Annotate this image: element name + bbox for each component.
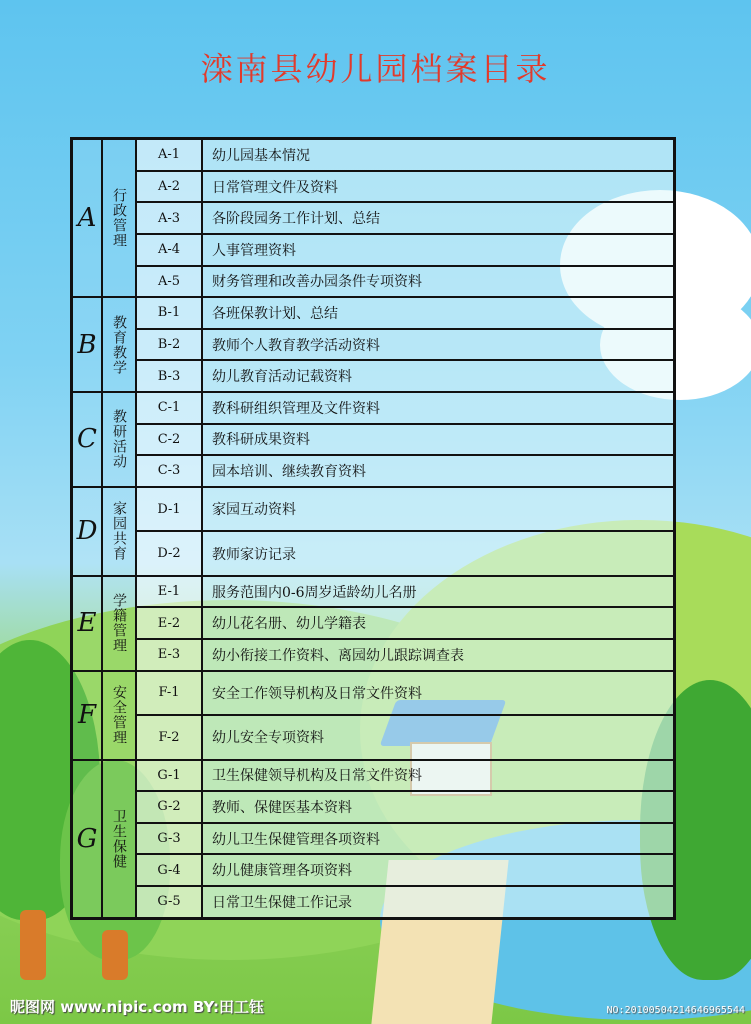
- item-code: G-1: [136, 760, 202, 792]
- item-code: E-1: [136, 576, 202, 608]
- item-title: 幼儿教育活动记载资料: [202, 360, 675, 392]
- category-letter: B: [72, 297, 103, 392]
- item-title: 幼儿园基本情况: [202, 139, 675, 171]
- item-code: A-5: [136, 266, 202, 298]
- category-name: 教研活动: [102, 392, 136, 487]
- item-title: 卫生保健领导机构及日常文件资料: [202, 760, 675, 792]
- item-title: 教科研成果资料: [202, 424, 675, 456]
- image-number: NO:20100504214646965544: [606, 1005, 745, 1016]
- catalog-row: [72, 424, 675, 456]
- item-code: C-1: [136, 392, 202, 424]
- catalog-row: [72, 360, 675, 392]
- item-code: C-3: [136, 455, 202, 487]
- item-title: 家园互动资料: [202, 487, 675, 532]
- catalog-row: [72, 329, 675, 361]
- catalog-row: [72, 202, 675, 234]
- item-title: 教师个人教育教学活动资料: [202, 329, 675, 361]
- catalog-row: [72, 487, 675, 532]
- item-title: 各阶段园务工作计划、总结: [202, 202, 675, 234]
- tree-trunk-left: [20, 910, 46, 980]
- tree-trunk-left-2: [102, 930, 128, 980]
- archive-catalog-table: [70, 137, 676, 920]
- item-code: G-2: [136, 791, 202, 823]
- item-code: A-4: [136, 234, 202, 266]
- category-name: 学籍管理: [102, 576, 136, 671]
- item-code: A-2: [136, 171, 202, 203]
- item-title: 人事管理资料: [202, 234, 675, 266]
- catalog-row: [72, 639, 675, 671]
- catalog-row: [72, 234, 675, 266]
- category-letter: F: [72, 671, 103, 760]
- item-title: 日常管理文件及资料: [202, 171, 675, 203]
- item-title: 幼儿健康管理各项资料: [202, 854, 675, 886]
- category-letter: C: [72, 392, 103, 487]
- category-letter: D: [72, 487, 103, 576]
- category-letter: G: [72, 760, 103, 919]
- item-code: E-3: [136, 639, 202, 671]
- item-title: 幼儿花名册、幼儿学籍表: [202, 607, 675, 639]
- item-title: 教师家访记录: [202, 531, 675, 576]
- item-code: B-3: [136, 360, 202, 392]
- item-code: C-2: [136, 424, 202, 456]
- item-title: 园本培训、继续教育资料: [202, 455, 675, 487]
- watermark-logo: 昵图网 www.nipic.com BY:田工钰: [10, 998, 265, 1016]
- item-title: 幼小衔接工作资料、离园幼儿跟踪调查表: [202, 639, 675, 671]
- item-code: F-1: [136, 671, 202, 716]
- catalog-row: [72, 671, 675, 716]
- catalog-row: [72, 886, 675, 919]
- category-name: 家园共育: [102, 487, 136, 576]
- catalog-row: [72, 791, 675, 823]
- item-code: G-5: [136, 886, 202, 919]
- category-name: 行政管理: [102, 139, 136, 298]
- item-title: 教师、保健医基本资料: [202, 791, 675, 823]
- item-code: E-2: [136, 607, 202, 639]
- category-name: 教育教学: [102, 297, 136, 392]
- item-code: A-3: [136, 202, 202, 234]
- category-letter: E: [72, 576, 103, 671]
- catalog-row: [72, 139, 675, 171]
- catalog-row: [72, 760, 675, 792]
- catalog-row: [72, 715, 675, 760]
- catalog-row: [72, 854, 675, 886]
- item-code: A-1: [136, 139, 202, 171]
- item-code: G-4: [136, 854, 202, 886]
- item-code: B-2: [136, 329, 202, 361]
- catalog-row: [72, 455, 675, 487]
- item-title: 幼儿卫生保健管理各项资料: [202, 823, 675, 855]
- item-code: F-2: [136, 715, 202, 760]
- item-code: B-1: [136, 297, 202, 329]
- item-title: 教科研组织管理及文件资料: [202, 392, 675, 424]
- item-title: 日常卫生保健工作记录: [202, 886, 675, 919]
- item-code: D-1: [136, 487, 202, 532]
- item-code: D-2: [136, 531, 202, 576]
- catalog-row: [72, 576, 675, 608]
- catalog-row: [72, 392, 675, 424]
- catalog-row: [72, 823, 675, 855]
- catalog-row: [72, 531, 675, 576]
- item-title: 财务管理和改善办园条件专项资料: [202, 266, 675, 298]
- category-name: 安全管理: [102, 671, 136, 760]
- category-letter: A: [72, 139, 103, 298]
- page-title: 滦南县幼儿园档案目录: [200, 50, 551, 88]
- catalog-row: [72, 266, 675, 298]
- catalog-row: [72, 171, 675, 203]
- item-title: 各班保教计划、总结: [202, 297, 675, 329]
- catalog-row: [72, 297, 675, 329]
- item-title: 服务范围内0-6周岁适龄幼儿名册: [202, 576, 675, 608]
- item-code: G-3: [136, 823, 202, 855]
- category-name: 卫生保健: [102, 760, 136, 919]
- catalog-row: [72, 607, 675, 639]
- item-title: 安全工作领导机构及日常文件资料: [202, 671, 675, 716]
- item-title: 幼儿安全专项资料: [202, 715, 675, 760]
